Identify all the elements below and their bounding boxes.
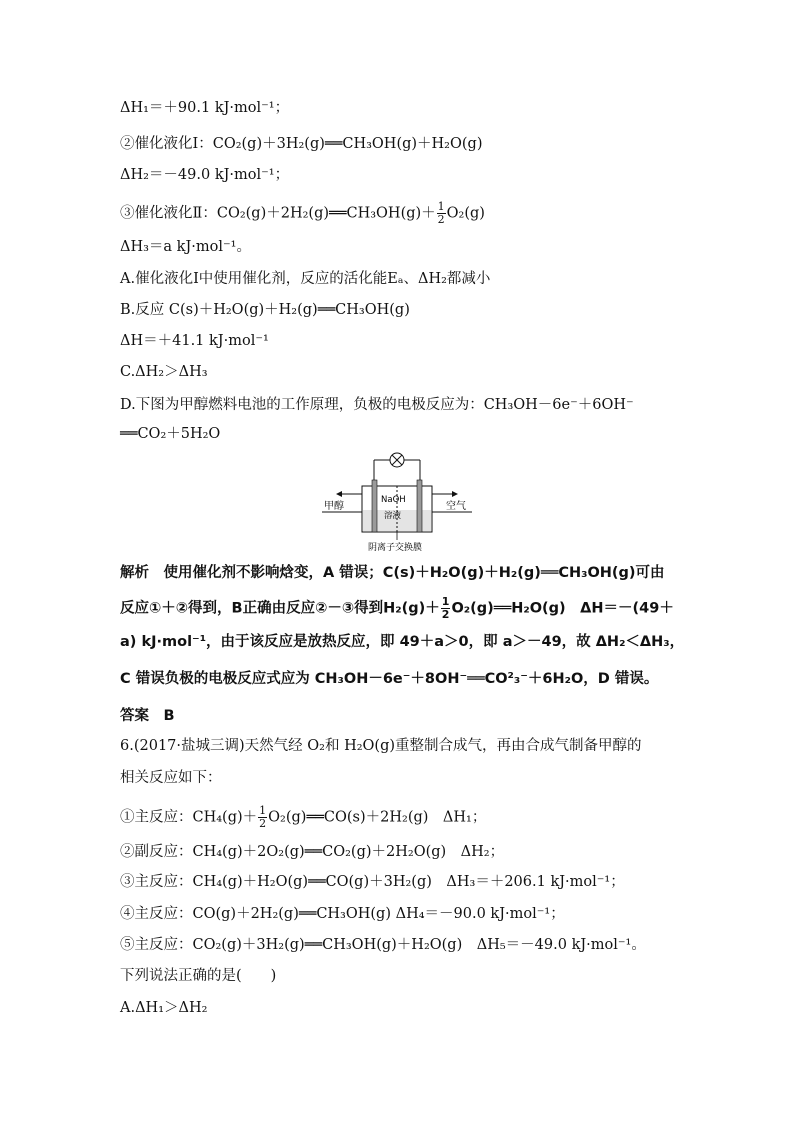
answer-line: 答案 B <box>120 708 175 724</box>
fraction-den: 2 <box>441 608 450 621</box>
analysis-line-1: 解析 使用催化剂不影响焓变，A 错误；C(s)＋H₂O(g)＋H₂(g)══CH₃OH(g)可由 <box>120 565 665 581</box>
eq-dh1: ΔH₁＝＋90.1 kJ·mol⁻¹； <box>120 100 290 116</box>
question-6-option-a: A.ΔH₁＞ΔH₂ <box>120 1000 208 1016</box>
analysis-line-2-left: 反应①＋②得到，B正确由反应②－③得到H₂(g)＋ <box>120 600 440 617</box>
reaction-q6-2: ②副反应：CH₄(g)＋2O₂(g)══CO₂(g)＋2H₂O(g) ΔH₂； <box>120 844 505 860</box>
option-c: C.ΔH₂＞ΔH₃ <box>120 364 208 380</box>
label-air: 空气 <box>446 501 466 512</box>
reaction-q6-3: ③主反应：CH₄(g)＋H₂O(g)══CO(g)＋3H₂(g) ΔH₃＝＋206.1 kJ·mol⁻¹； <box>120 874 625 890</box>
option-a: A.催化液化Ⅰ中使用催化剂，反应的活化能Eₐ、ΔH₂都减小 <box>120 271 491 287</box>
analysis-line-3: a) kJ·mol⁻¹，由于该反应是放热反应，即 49＋a＞0，即 a＞－49，故 ΔH₂＜ΔH₃， <box>120 634 685 650</box>
fraction-num: 1 <box>259 804 267 817</box>
arrow-out-right <box>452 491 458 497</box>
reaction-q6-4: ④主反应：CO(g)＋2H₂(g)══CH₃OH(g) ΔH₄＝－90.0 kJ·mol⁻¹； <box>120 906 565 922</box>
analysis-line-2 <box>120 596 674 621</box>
fraction-half <box>441 596 451 621</box>
reaction-q6-1 <box>120 805 486 830</box>
fraction-half <box>258 805 267 830</box>
fraction-num: 1 <box>441 595 450 608</box>
option-b: B.反应 C(s)＋H₂O(g)＋H₂(g)══CH₃OH(g) <box>120 302 410 318</box>
arrow-out-left <box>336 491 342 497</box>
option-d-cont: ══CO₂＋5H₂O <box>120 426 221 442</box>
electrode-left <box>372 480 377 532</box>
label-membrane: 阴离子交换膜 <box>368 543 423 552</box>
reaction-2: ②催化液化Ⅰ：CO₂(g)＋3H₂(g)══CH₃OH(g)＋H₂O(g) <box>120 136 483 152</box>
electrode-right <box>417 480 422 532</box>
analysis-line-4: C 错误负极的电极反应式应为 CH₃OH－6e⁻＋8OH⁻══CO²₃⁻＋6H₂O，D 错误。 <box>120 671 659 687</box>
fraction-den: 2 <box>259 817 267 830</box>
label-solution: 溶液 <box>384 511 402 521</box>
fraction-half <box>437 201 446 226</box>
option-d: D.下图为甲醇燃料电池的工作原理，负极的电极反应为：CH₃OH－6e⁻＋6OH⁻ <box>120 397 634 413</box>
reaction-3-right: O₂(g) <box>446 205 485 222</box>
reaction-q6-1-right: O₂(g)══CO(s)＋2H₂(g) ΔH₁； <box>268 809 487 826</box>
question-6-stem-cont: 相关反应如下： <box>120 770 222 786</box>
label-naoh: NaOH <box>381 495 406 505</box>
question-6-prompt: 下列说法正确的是( ) <box>120 968 277 984</box>
eq-dh2: ΔH₂＝－49.0 kJ·mol⁻¹； <box>120 167 290 183</box>
reaction-q6-5: ⑤主反应：CO₂(g)＋3H₂(g)══CH₃OH(g)＋H₂O(g) ΔH₅＝－49.0 kJ·mol⁻¹。 <box>120 937 646 953</box>
reaction-3-left: ③催化液化Ⅱ：CO₂(g)＋2H₂(g)══CH₃OH(g)＋ <box>120 205 436 222</box>
fraction-den: 2 <box>437 213 445 226</box>
reaction-3 <box>120 201 485 226</box>
question-6-stem: 6.(2017·盐城三调)天然气经 O₂和 H₂O(g)重整制合成气，再由合成气制备甲醇的 <box>120 738 642 754</box>
analysis-line-2-right: O₂(g)══H₂O(g) ΔH＝－(49＋ <box>451 600 674 617</box>
eq-dh3: ΔH₃＝a kJ·mol⁻¹。 <box>120 239 251 255</box>
option-b-dh: ΔH＝＋41.1 kJ·mol⁻¹ <box>120 333 269 349</box>
reaction-q6-1-left: ①主反应：CH₄(g)＋ <box>120 809 258 826</box>
label-methanol: 甲醇 <box>324 501 344 512</box>
fuel-cell-diagram <box>322 450 472 552</box>
fraction-num: 1 <box>437 200 445 213</box>
